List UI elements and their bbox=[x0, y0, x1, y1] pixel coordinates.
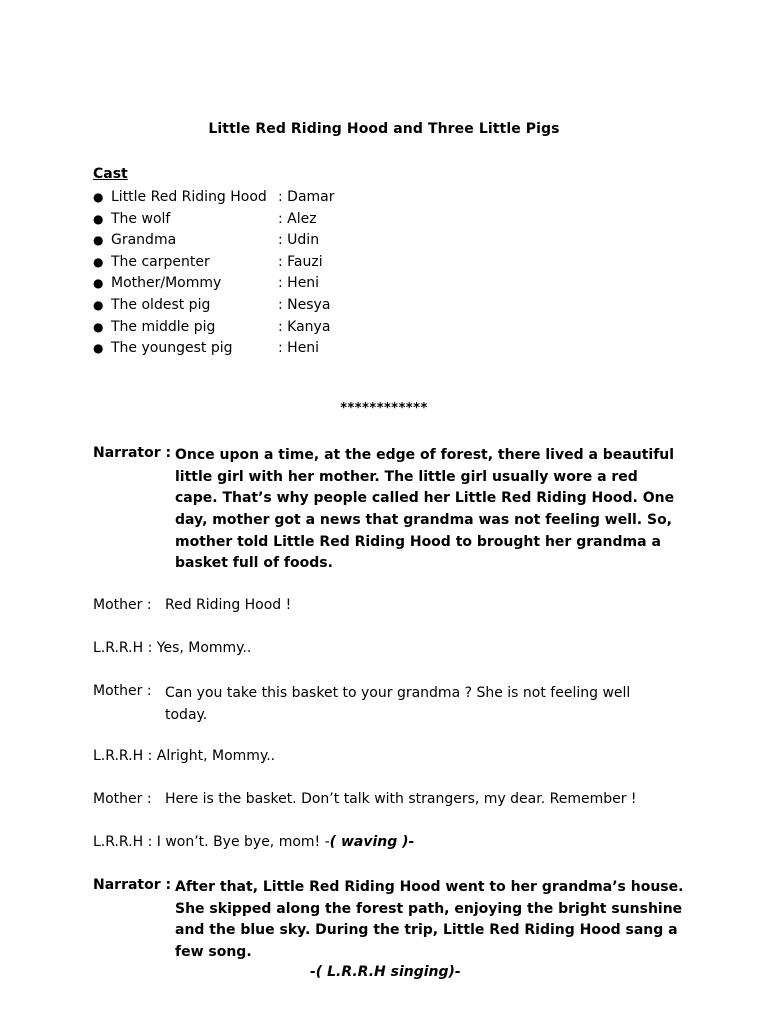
cast-actor: : Alez bbox=[278, 210, 317, 227]
text-line: After that, Little Red Riding Hood went to her grandma’s house. bbox=[175, 879, 684, 895]
text-line: little girl with her mother. The little girl usually wore a red bbox=[175, 468, 638, 485]
speaker-label: Mother : bbox=[93, 791, 152, 807]
text-line: and the blue sky. During the trip, Little Red Riding Hood sang a bbox=[175, 922, 678, 939]
dialogue-text bbox=[165, 683, 630, 726]
document-title: Little Red Riding Hood and Three Little Pigs bbox=[208, 121, 560, 137]
stage-direction: ( waving )- bbox=[329, 834, 415, 850]
cast-actor: : Heni bbox=[278, 340, 320, 357]
speaker-label: Mother : bbox=[93, 683, 152, 699]
script-dialogue bbox=[93, 640, 251, 656]
speaker-label: L.R.R.H : bbox=[93, 748, 153, 764]
speaker-label: Mother : bbox=[93, 597, 152, 613]
text-line: day, mother got a news that grandma was not feeling well. So, bbox=[175, 512, 672, 529]
cast-role: The wolf bbox=[111, 210, 171, 227]
dialogue-text: Alright, Mommy.. bbox=[156, 748, 276, 764]
cast-role: The oldest pig bbox=[111, 296, 211, 313]
bullet-icon: ● bbox=[93, 190, 104, 204]
bullet-icon: ● bbox=[93, 341, 104, 356]
speaker-label: L.R.R.H : bbox=[93, 834, 153, 850]
bullet-icon: ● bbox=[93, 254, 104, 269]
dialogue-text: Here is the basket. Don’t talk with strangers, my dear. Remember ! bbox=[165, 791, 637, 807]
narration-text bbox=[175, 877, 683, 964]
cast-actor: : Fauzi bbox=[278, 253, 323, 270]
bullet-icon: ● bbox=[93, 319, 104, 334]
script-dialogue bbox=[93, 834, 414, 850]
cast-role: The youngest pig bbox=[111, 340, 233, 357]
text-line: mother told Little Red Riding Hood to brought her grandma a bbox=[175, 533, 661, 550]
text-line: today. bbox=[165, 706, 208, 723]
cast-actor: : Heni bbox=[278, 275, 320, 292]
cast-actor: : Kanya bbox=[278, 318, 331, 335]
dialogue-text: I won’t. Bye bye, mom! - bbox=[156, 834, 330, 850]
cast-actor: : Udin bbox=[278, 232, 320, 249]
text-line: Can you take this basket to your grandma ? She is not feeling well bbox=[165, 685, 631, 701]
speaker-label: L.R.R.H : bbox=[93, 640, 153, 656]
stage-direction: -( L.R.R.H singing)- bbox=[310, 964, 461, 980]
text-line: She skipped along the forest path, enjoying the bright sunshine bbox=[175, 900, 683, 917]
dialogue-text: Yes, Mommy.. bbox=[156, 640, 252, 656]
script-dialogue bbox=[93, 748, 275, 764]
scene-separator: ************ bbox=[340, 401, 428, 416]
cast-actor: : Nesya bbox=[278, 296, 331, 313]
text-line: few song. bbox=[175, 944, 252, 961]
bullet-icon: ● bbox=[93, 211, 104, 226]
text-line: cape. That’s why people called her Little Red Riding Hood. One bbox=[175, 490, 675, 507]
bullet-icon: ● bbox=[93, 276, 104, 291]
cast-role: The carpenter bbox=[111, 253, 210, 270]
narration-text bbox=[175, 445, 674, 575]
speaker-label: Narrator : bbox=[93, 445, 172, 461]
cast-role: The middle pig bbox=[111, 318, 216, 335]
cast-actor: : Damar bbox=[278, 189, 335, 205]
speaker-label: Narrator : bbox=[93, 877, 172, 893]
bullet-icon: ● bbox=[93, 233, 104, 248]
bullet-icon: ● bbox=[93, 297, 104, 312]
cast-role: Grandma bbox=[111, 232, 177, 249]
text-line: Once upon a time, at the edge of forest, there lived a beautiful bbox=[175, 447, 675, 463]
cast-heading: Cast bbox=[93, 166, 128, 182]
cast-role: Mother/Mommy bbox=[111, 275, 222, 292]
dialogue-text: Red Riding Hood ! bbox=[165, 597, 292, 613]
cast-role: Little Red Riding Hood bbox=[111, 189, 267, 205]
text-line: basket full of foods. bbox=[175, 555, 333, 572]
